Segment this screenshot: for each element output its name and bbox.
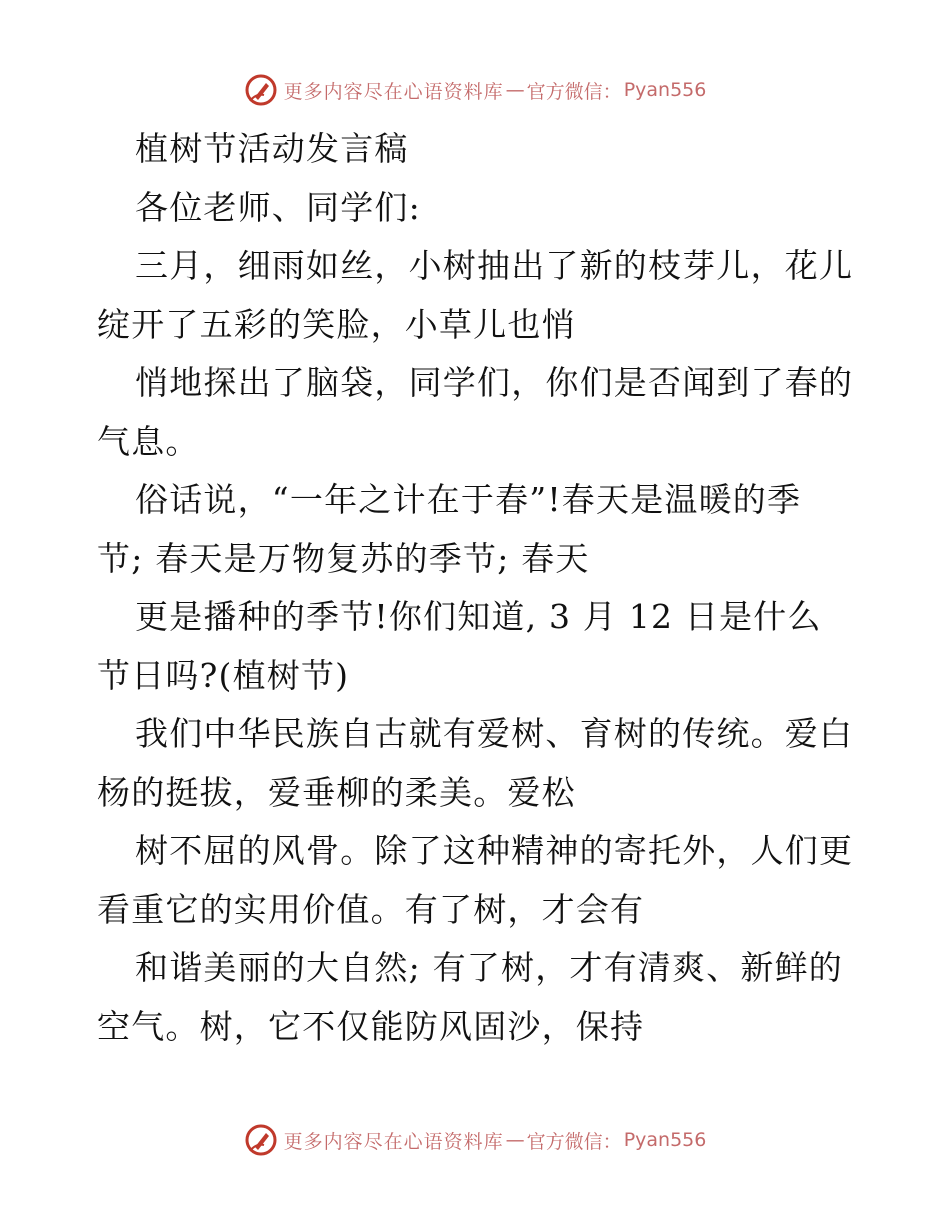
text-line: 看重它的实用价值。有了树，才会有	[97, 889, 645, 929]
banner-dash: —	[505, 1129, 525, 1151]
banner-site-text: 更多内容尽在心语资料库	[283, 80, 504, 103]
text-line: 节; 春天是万物复苏的季节; 春天	[97, 538, 590, 578]
banner-official-text: 官方微信：	[526, 1130, 622, 1153]
text-line: 绽开了五彩的笑脸，小草儿也悄	[97, 304, 576, 344]
text-line: 我们中华民族自古就有爱树、育树的传统。爱白	[135, 714, 854, 753]
text-line: 和谐美丽的大自然; 有了树，才有清爽、新鲜的	[135, 948, 844, 987]
pen-logo-icon	[244, 1123, 278, 1157]
document-body	[97, 120, 857, 1056]
text-line: 俗话说，“一年之计在于春”!春天是温暖的季	[135, 480, 802, 519]
text-line: 节日吗?(植树节)	[97, 655, 350, 695]
banner-dash: —	[505, 79, 525, 101]
banner-site-text: 更多内容尽在心语资料库	[283, 1130, 504, 1153]
text-line: 更是播种的季节!你们知道, 3 月 12 日是什么	[135, 597, 822, 636]
text-line: 杨的挺拔，爱垂柳的柔美。爱松	[97, 772, 576, 812]
header-banner	[0, 70, 950, 110]
text-line: 气息。	[97, 421, 200, 461]
banner-wechat-id: Pyan556	[623, 1129, 707, 1151]
banner-wechat-id: Pyan556	[623, 79, 707, 101]
banner-official-text: 官方微信：	[526, 80, 622, 103]
footer-banner	[0, 1120, 950, 1160]
text-line: 植树节活动发言稿	[135, 129, 409, 168]
text-line: 空气。树，它不仅能防风固沙，保持	[97, 1006, 645, 1046]
text-line: 三月，细雨如丝，小树抽出了新的枝芽儿，花儿	[135, 246, 854, 285]
text-line: 树不屈的风骨。除了这种精神的寄托外，人们更	[135, 831, 854, 870]
pen-logo-icon	[244, 73, 278, 107]
text-line: 悄地探出了脑袋，同学们，你们是否闻到了春的	[135, 363, 854, 402]
text-line: 各位老师、同学们:	[135, 187, 421, 227]
